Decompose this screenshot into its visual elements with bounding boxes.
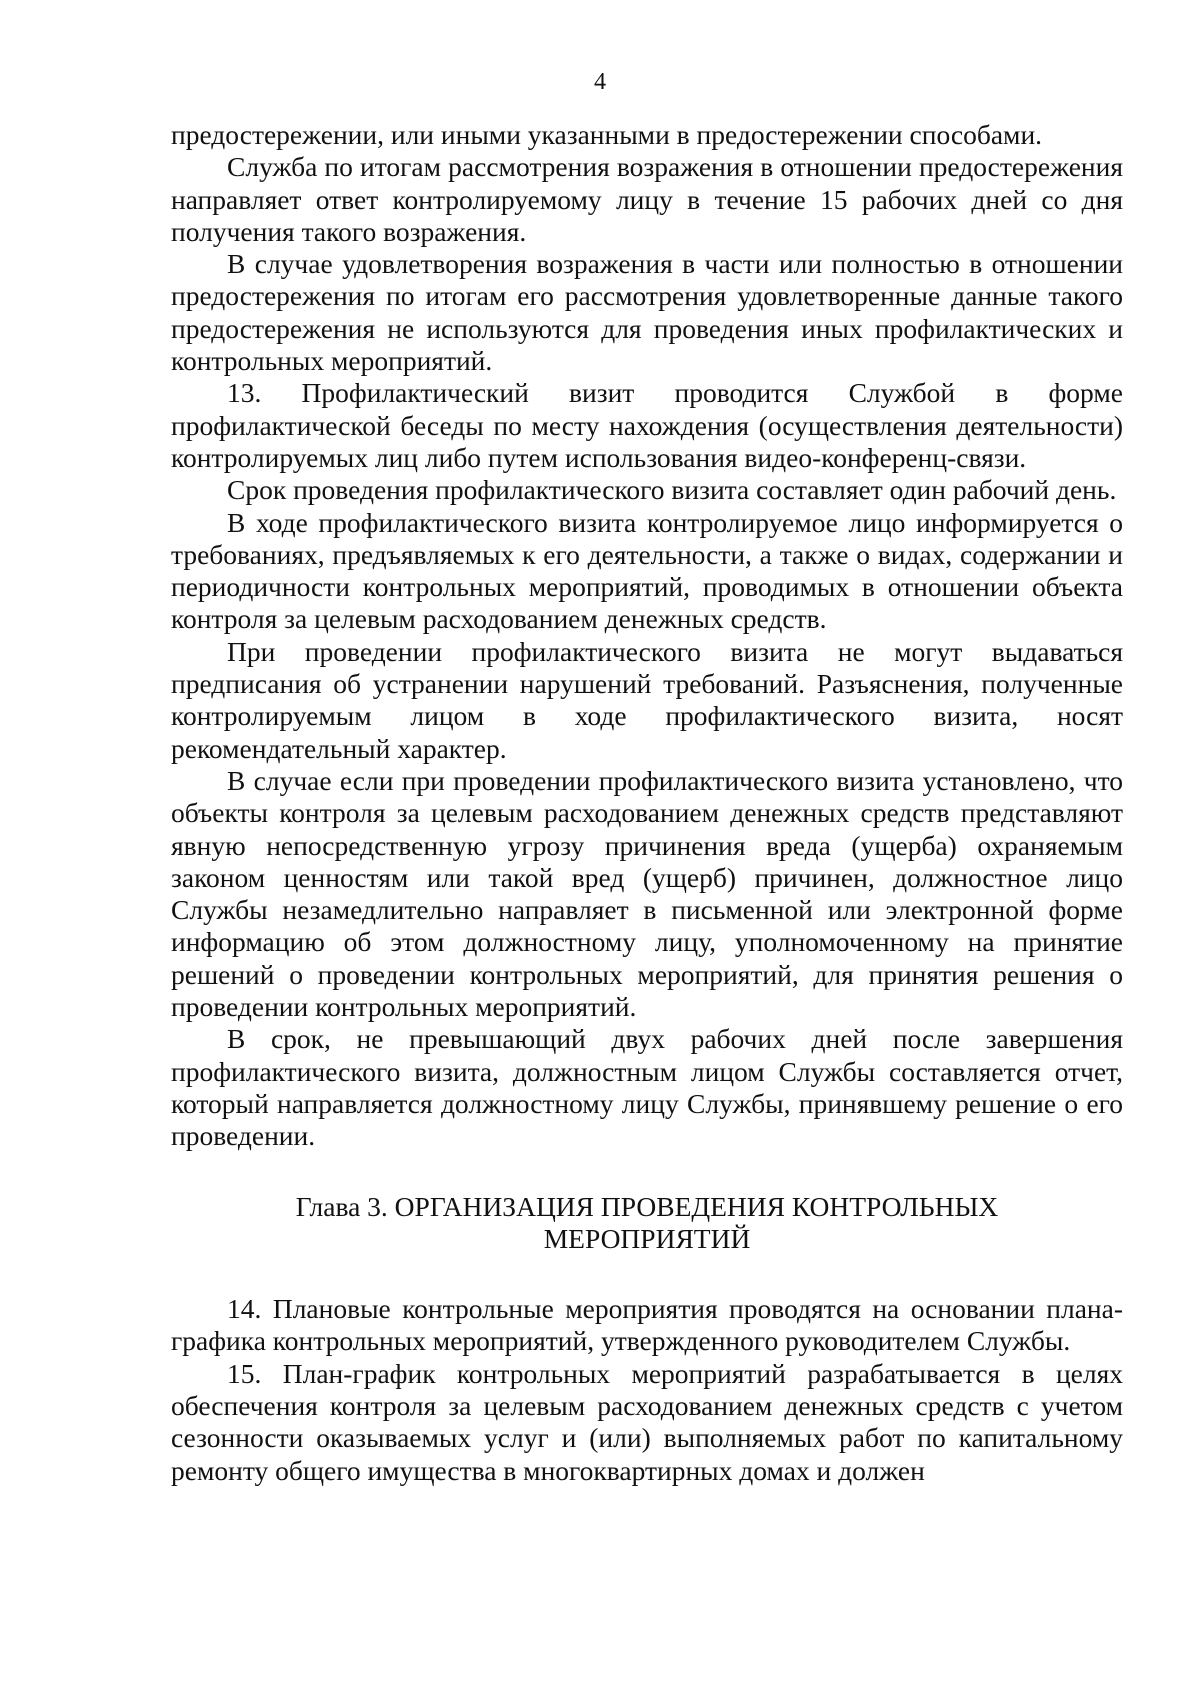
paragraph-visit-duration: Срок проведения профилактического визита составляет один рабочий день.	[227, 474, 1117, 506]
document-body	[171, 119, 1123, 1487]
paragraph-continuation: предостережении, или иными указанными в предостережении способами.	[171, 119, 1043, 150]
paragraph-visit-informing: В ходе профилактического визита контролируемое лицо информируется о требованиях, предъявляемых к его деятельности, а также о видах, содержании и периодичности контрольных мероприятий, проводимых в отношении объекта контроля за целевым расходованием денежных средств.	[171, 506, 1123, 635]
chapter-heading-line-1: Глава 3. ОРГАНИЗАЦИЯ ПРОВЕДЕНИЯ КОНТРОЛЬНЫХ	[295, 1190, 999, 1222]
paragraph-item-15: 15. План-график контрольных мероприятий разрабатывается в целях обеспечения контроля за целевым расходованием денежных средств с учетом сезонности оказываемых услуг и (или) выполняемых работ по капитальному ремонту общего имущества в многоквартирных домах и должен	[171, 1357, 1123, 1486]
paragraph-item-14: 14. Плановые контрольные мероприятия проводятся на основании плана-графика контрольных мероприятий, утвержденного руководителем Службы.	[171, 1293, 1123, 1357]
page-number: 4	[594, 69, 606, 95]
paragraph-visit-report: В срок, не превышающий двух рабочих дней после завершения профилактического визита, должностным лицом Службы составляется отчет, который направляется должностному лицу Службы, принявшему решение о его проведении.	[171, 1023, 1123, 1152]
chapter-heading-line-2: МЕРОПРИЯТИЙ	[543, 1222, 751, 1254]
paragraph-objection-response: Служба по итогам рассмотрения возражения в отношении предостережения направляет ответ контролируемому лицу в течение 15 рабочих дней со дня получения такого возражения.	[171, 151, 1123, 247]
paragraph-objection-satisfied: В случае удовлетворения возражения в части или полностью в отношении предостережения по итогам его рассмотрения удовлетворенные данные такого предостережения не используются для проведения иных профилактических и контрольных мероприятий.	[171, 248, 1123, 377]
chapter-heading	[171, 1191, 1123, 1256]
paragraph-visit-no-orders: При проведении профилактического визита не могут выдаваться предписания об устранении нарушений требований. Разъяснения, полученные контролируемым лицом в ходе профилактического визита, носят рекомендательный характер.	[171, 635, 1123, 764]
paragraph-item-13: 13. Профилактический визит проводится Службой в форме профилактической беседы по месту нахождения (осуществления деятельности) контролируемых лиц либо путем использования видео-конференц-связи.	[171, 377, 1123, 473]
paragraph-visit-threat: В случае если при проведении профилактического визита установлено, что объекты контроля за целевым расходованием денежных средств представляют явную непосредственную угрозу причинения вреда (ущерба) охраняемым законом ценностям или такой вред (ущерб) причинен, должностное лицо Службы незамедлительно направляет в письменной или электронной форме информацию об этом должностному лицу, уполномоченному на принятие решений о проведении контрольных мероприятий, для принятия решения о проведении контрольных мероприятий.	[171, 764, 1123, 1023]
